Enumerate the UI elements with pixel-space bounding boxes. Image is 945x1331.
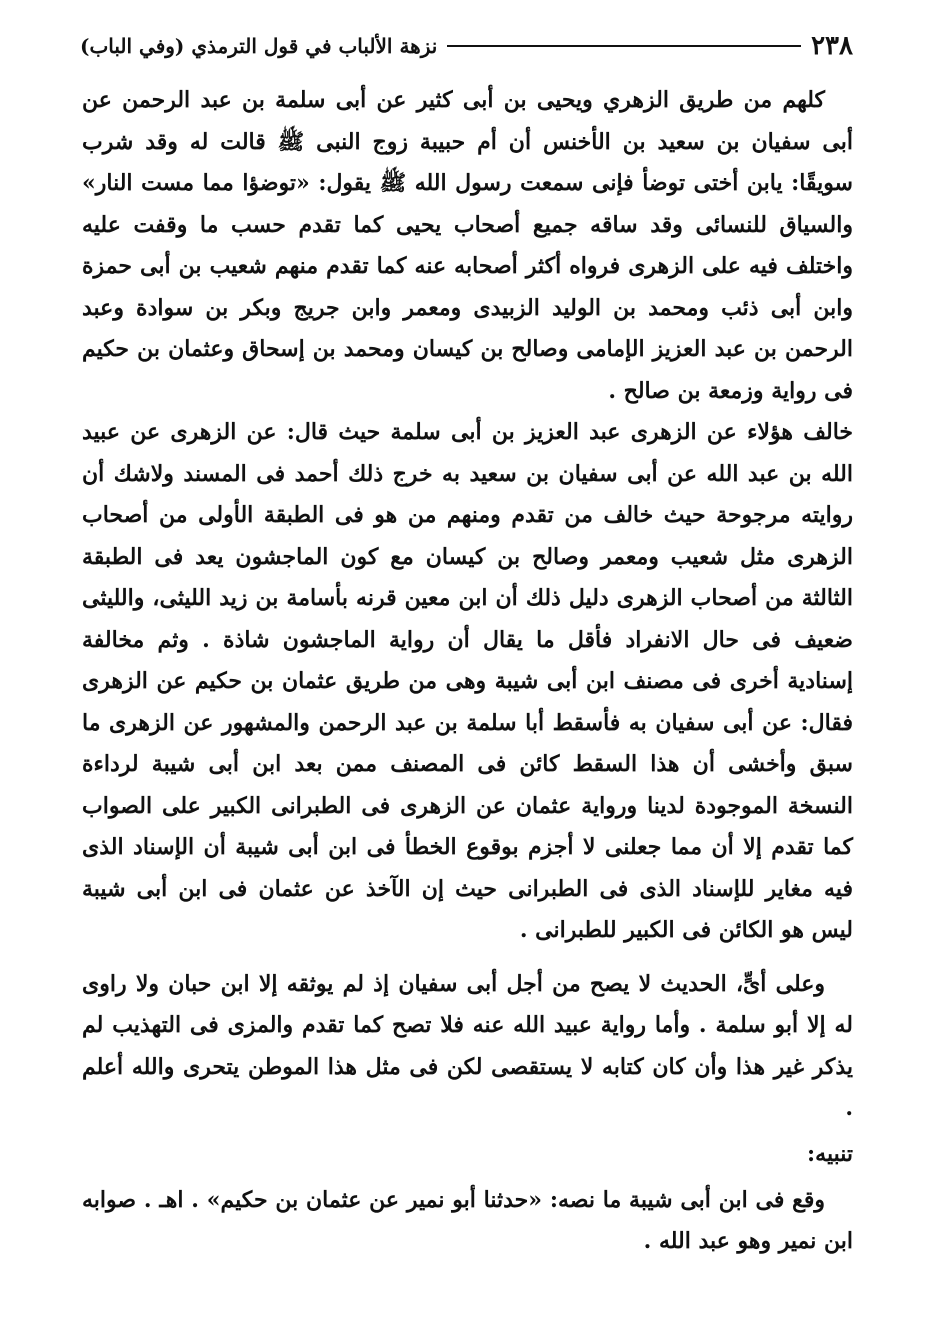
page-header <box>80 28 853 64</box>
paragraph-gap <box>82 952 853 964</box>
page-body <box>82 80 853 1263</box>
page-number: ٢٣٨ <box>811 31 853 61</box>
paragraph: خالف هؤلاء عن الزهرى عبد العزيز بن أبى سلمة حيث قال: عن الزهرى عن عبيد الله بن عبد الله عن أبى سفيان بن سعيد به خرج ذلك أحمد فى المسند ولاشك أن روايته مرجوحة حيث خالف من تقدم ومنهم من هو فى الطبقة الأولى من أصحاب الزهرى مثل شعيب ومعمر وصالح بن كيسان مع كون الماجشون يعد فى الطبقة الثالثة من أصحاب الزهرى دليل ذلك أن ابن معين قرنه بأسامة بن زيد الليثى، والليثى ضعيف فى حال الانفراد فأقل ما يقال أن رواية الماجشون شاذة . وثم مخالفة إسنادية أخرى فى مصنف ابن أبى شيبة وهى من طريق عثمان بن حكيم عن الزهرى فقال: عن أبى سفيان به فأسقط أبا سلمة بن عبد الرحمن والمشهور عن الزهرى ما سبق وأخشى أن هذا السقط كائن فى المصنف ممن بعد ابن أبى شيبة لرداءة النسخة الموجودة لدينا ورواية عثمان عن الزهرى فى الطبرانى الكبير على الصواب كما تقدم إلا أن مما جعلنى لا أجزم بوقوع الخطأ فى ابن أبى شيبة أن الإسناد الذى فيه مغاير للإسناد الذى فى الطبرانى حيث إن الآخذ عن عثمان فى ابن أبى شيبة ليس هو الكائن فى الكبير للطبرانى . <box>82 419 853 943</box>
notice-heading: تنبيه: <box>807 1140 853 1167</box>
paragraph: كلهم من طريق الزهري ويحيى بن أبى كثير عن أبى سلمة بن عبد الرحمن عن أبى سفيان بن سعيد بن الأخنس أن أم حبيبة زوج النبى ﷺ قالت له وقد شرب سويقًا: يابن أختى توضأ فإنى سمعت رسول الله ﷺ يقول: «توضؤا مما مست النار» والسياق للنسائى وقد ساقه جميع أصحاب يحيى كما تقدم حسب ما وقفت عليه واختلف فيه على الزهرى فرواه أكثر أصحابه عنه كما تقدم منهم شعيب بن أبى حمزة وابن أبى ذئب ومحمد بن الوليد الزبيدى ومعمر وابن جريج وبكر بن سوادة وعبد الرحمن بن عبد العزيز الإمامى وصالح بن كيسان ومحمد بن إسحاق وعثمان بن حكيم فى رواية وزمعة بن صالح . <box>82 87 853 404</box>
header-rule <box>447 45 801 47</box>
paragraph: وقع فى ابن أبى شيبة ما نصه: «حدثنا أبو نمير عن عثمان بن حكيم» . اهـ . صوابه ابن نمير وهو عبد الله . <box>82 1186 853 1254</box>
paragraph: وعلى أىٍّ، الحديث لا يصح من أجل أبى سفيان إذ لم يوثقه إلا ابن حبان ولا راوى له إلا أبو سلمة . وأما رواية عبيد الله عنه فلا تصح كما تقدم والمزى فى التهذيب لم يذكر غير هذا وأن كان كتابه لا يستقصى لكن فى مثل هذا الموطن يتحرى والله أعلم . <box>82 970 853 1121</box>
running-title: نزهة الألباب في قول الترمذي (وفي الباب) <box>80 34 438 58</box>
